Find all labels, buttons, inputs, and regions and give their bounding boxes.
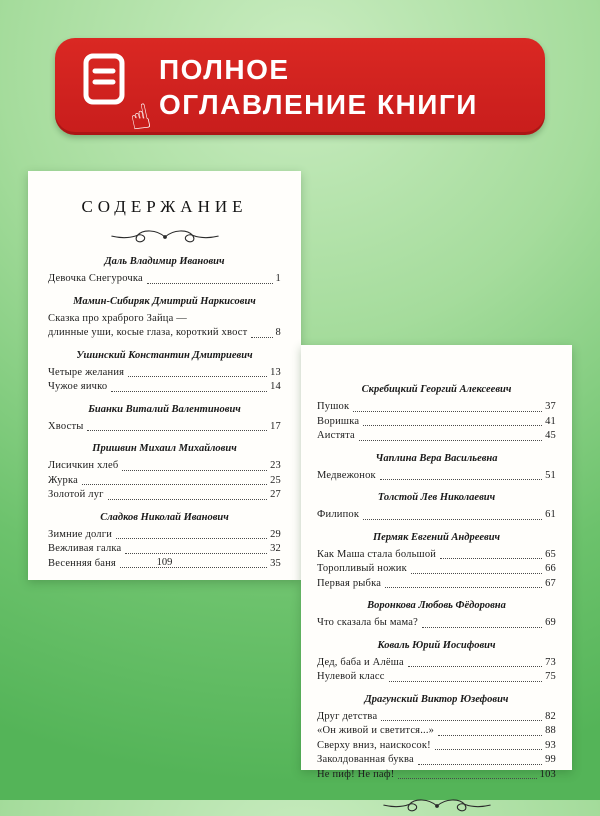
toc-entry xyxy=(317,670,556,685)
entry-title: Золотой луг xyxy=(48,489,104,500)
toc-section xyxy=(317,599,556,631)
dot-leader xyxy=(418,764,542,765)
entry-page: 32 xyxy=(270,543,281,554)
toc-entry xyxy=(48,474,281,489)
toc-section xyxy=(317,639,556,685)
toc-entry xyxy=(317,577,556,592)
dot-leader xyxy=(398,778,536,779)
entry-page: 45 xyxy=(545,430,556,441)
entry-page: 99 xyxy=(545,754,556,765)
entry-title: Нулевой класс xyxy=(317,671,385,682)
toc-entry xyxy=(48,420,281,435)
entry-page: 41 xyxy=(545,415,556,427)
entry-title: длинные уши, косые глаза, короткий хвост xyxy=(48,327,248,338)
toc-section xyxy=(48,295,281,341)
entry-page: 13 xyxy=(270,366,281,378)
entry-page: 61 xyxy=(545,509,556,520)
toc-section xyxy=(48,442,281,503)
author-name: Коваль Юрий Иосифович xyxy=(377,639,496,651)
entry-page: 88 xyxy=(545,725,556,736)
entry-title: Вежливая галка xyxy=(48,543,122,554)
entry-title: «Он живой и светится...» xyxy=(317,725,435,736)
entry-title: Сверху вниз, наискосок! xyxy=(317,739,431,751)
dot-leader xyxy=(122,470,267,471)
document-icon xyxy=(79,51,133,111)
toc-entry xyxy=(317,508,556,523)
banner xyxy=(55,38,545,140)
author-name: Сладков Николай Иванович xyxy=(100,511,229,523)
entry-page: 51 xyxy=(545,469,556,481)
entry-title: Чужое яичко xyxy=(48,381,108,392)
ornament-icon xyxy=(105,227,225,247)
dot-leader xyxy=(128,376,267,377)
author-name: Даль Владимир Иванович xyxy=(104,256,225,267)
entry-page: 103 xyxy=(539,768,556,780)
toc-sections-right xyxy=(317,383,556,782)
toc-entry xyxy=(317,724,556,739)
toc-section xyxy=(48,349,281,395)
dot-leader xyxy=(359,440,542,441)
toc-section xyxy=(317,693,556,783)
dot-leader xyxy=(108,499,267,500)
dot-leader xyxy=(363,519,542,520)
entry-page: 29 xyxy=(270,528,281,540)
dot-leader xyxy=(438,735,542,736)
author-name: Ушинский Константин Дмитриевич xyxy=(76,349,253,361)
entry-title: Не пиф! Не паф! xyxy=(317,768,395,780)
toc-entry xyxy=(48,380,281,395)
toc-entry xyxy=(317,616,556,631)
dot-leader xyxy=(363,425,542,426)
author-name: Драгунский Виктор Юзефович xyxy=(364,693,509,705)
dot-leader xyxy=(385,587,542,588)
entry-title: Филипок xyxy=(317,509,360,520)
entry-page: 73 xyxy=(545,656,556,668)
banner-title-line1: ПОЛНОЕ xyxy=(159,53,290,85)
entry-title: Хвосты xyxy=(48,420,84,432)
entry-title: Весенняя баня xyxy=(48,557,116,569)
entry-title: Воришка xyxy=(317,415,360,427)
dot-leader xyxy=(380,479,542,480)
entry-page: 67 xyxy=(545,577,556,589)
dot-leader xyxy=(251,337,272,338)
toc-section xyxy=(317,452,556,484)
entry-page: 8 xyxy=(275,327,281,338)
entry-page: 27 xyxy=(270,489,281,500)
entry-page: 25 xyxy=(270,474,281,486)
dot-leader xyxy=(389,681,543,682)
banner-title xyxy=(159,52,478,122)
entry-page: 69 xyxy=(545,617,556,628)
toc-entry xyxy=(317,656,556,671)
toc-entry xyxy=(48,542,281,557)
entry-title: Зимние долги xyxy=(48,528,113,540)
book-icon xyxy=(79,51,155,140)
entry-page: 75 xyxy=(545,671,556,682)
toc-section xyxy=(48,255,281,287)
dot-leader xyxy=(435,749,542,750)
dot-leader xyxy=(408,666,542,667)
author-name: Чаплина Вера Васильевна xyxy=(375,452,498,464)
entry-page: 66 xyxy=(545,563,556,574)
entry-title: Друг детства xyxy=(317,710,378,722)
toc-entry xyxy=(48,272,281,287)
entry-title: Что сказала бы мама? xyxy=(317,617,418,628)
dot-leader xyxy=(411,573,542,574)
toc-entry xyxy=(317,400,556,415)
toc-entry xyxy=(317,415,556,430)
toc-entry xyxy=(48,528,281,543)
entry-page: 1 xyxy=(275,273,281,284)
toc-entry xyxy=(317,429,556,444)
entry-page: 65 xyxy=(545,548,556,560)
entry-page: 93 xyxy=(545,739,556,751)
dot-leader xyxy=(116,538,267,539)
dot-leader xyxy=(422,627,542,628)
toc-entry xyxy=(317,548,556,563)
entry-title: Как Маша стала большой xyxy=(317,548,437,560)
author-name: Воронкова Любовь Фёдоровна xyxy=(367,600,506,611)
entry-page: 14 xyxy=(270,381,281,392)
author-name: Толстой Лев Николаевич xyxy=(377,492,496,503)
toc-sections-left xyxy=(48,255,281,571)
toc-entry xyxy=(48,459,281,474)
author-name: Мамин-Сибиряк Дмитрий Наркисович xyxy=(73,295,256,307)
dot-leader xyxy=(82,484,267,485)
dot-leader xyxy=(125,553,267,554)
dot-leader xyxy=(381,720,542,721)
toc-entry xyxy=(317,710,556,725)
entry-title: Медвежонок xyxy=(317,469,376,481)
dot-leader xyxy=(111,391,267,392)
banner-title-line2: ОГЛАВЛЕНИЕ КНИГИ xyxy=(159,88,478,120)
toc-entry xyxy=(317,739,556,754)
entry-page: 82 xyxy=(545,710,556,722)
toc-section xyxy=(317,531,556,592)
toc-title: СОДЕРЖАНИЕ xyxy=(81,197,248,216)
dot-leader xyxy=(87,430,267,431)
entry-title: Первая рыбка xyxy=(317,577,382,589)
right-page xyxy=(301,345,572,780)
entry-title: Девочка Снегурочка xyxy=(48,273,143,284)
page-number: 109 xyxy=(156,557,173,568)
entry-title: Дед, баба и Алёша xyxy=(317,656,404,668)
entry-title: Торопливый ножик xyxy=(317,563,407,574)
author-name: Скребицкий Георгий Алексеевич xyxy=(361,384,512,395)
entry-page: 23 xyxy=(270,460,281,471)
dot-leader xyxy=(353,411,542,412)
toc-entry-first-line: Сказка про храброго Зайца — xyxy=(48,312,187,324)
toc-section xyxy=(317,491,556,523)
entry-page: 37 xyxy=(545,401,556,412)
entry-title: Журка xyxy=(48,474,78,486)
author-name: Пермяк Евгений Андреевич xyxy=(372,531,501,543)
toc-entry xyxy=(48,488,281,503)
hand-pointer-icon: ☝ xyxy=(126,95,155,140)
ornament-icon xyxy=(377,796,497,816)
toc-entry xyxy=(317,768,556,783)
entry-title: Лисичкин хлеб xyxy=(48,460,119,471)
toc-entry xyxy=(48,366,281,381)
entry-page: 35 xyxy=(270,557,281,569)
toc-entry xyxy=(317,469,556,484)
toc-entry xyxy=(48,326,281,341)
toc-section xyxy=(317,383,556,444)
entry-title: Пушок xyxy=(317,401,350,412)
author-name: Пришвин Михаил Михайлович xyxy=(92,443,237,454)
dot-leader xyxy=(147,283,273,284)
toc-section xyxy=(48,403,281,435)
entry-page: 17 xyxy=(270,420,281,432)
entry-title: Заколдованная буква xyxy=(317,754,414,765)
dot-leader xyxy=(440,558,542,559)
toc-entry xyxy=(317,753,556,768)
left-page xyxy=(28,171,301,580)
entry-title: Аистята xyxy=(317,430,355,441)
toc-entry xyxy=(317,562,556,577)
entry-title: Четыре желания xyxy=(48,366,125,378)
author-name: Бианки Виталий Валентинович xyxy=(88,403,241,415)
